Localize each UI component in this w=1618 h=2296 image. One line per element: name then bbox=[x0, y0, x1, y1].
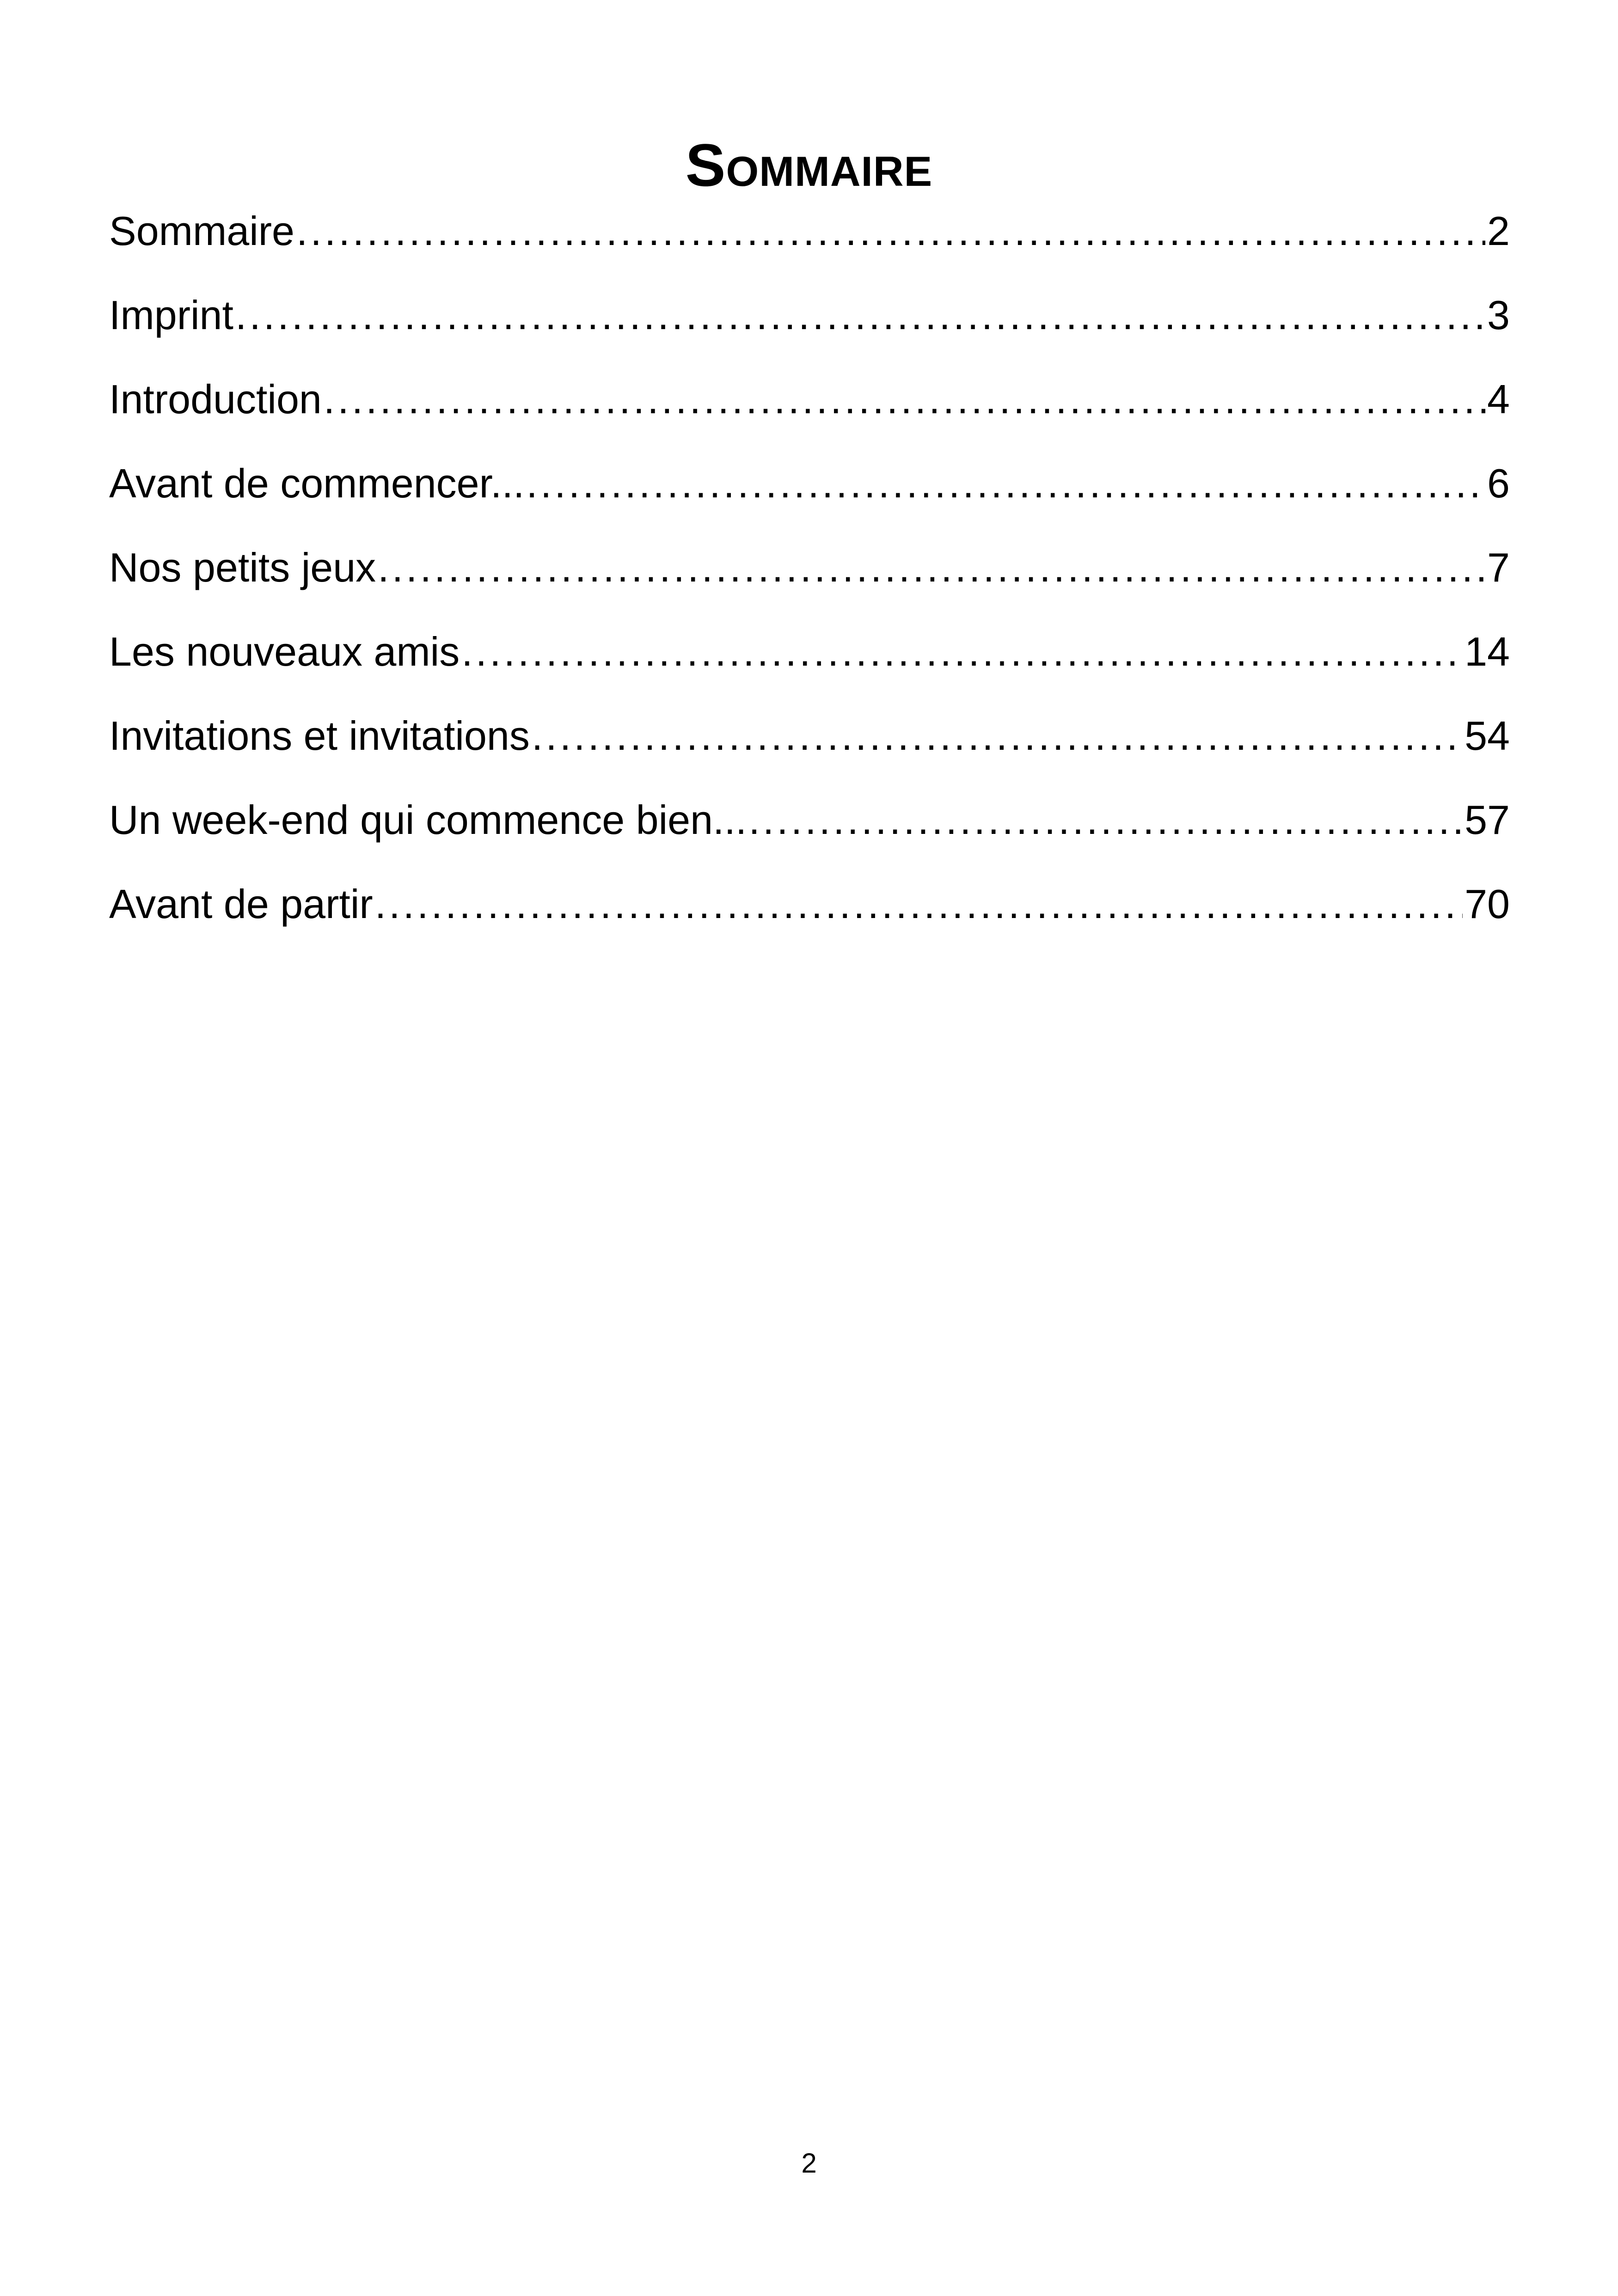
toc-entry-un-week-end[interactable] bbox=[109, 792, 1510, 876]
toc-entry-page: 14 bbox=[1465, 629, 1510, 674]
toc-entry-invitations[interactable] bbox=[109, 708, 1510, 792]
toc-entry-avant-de-commencer[interactable] bbox=[109, 456, 1510, 540]
toc-leader-dots bbox=[296, 203, 1485, 259]
toc-leader-dots bbox=[378, 540, 1485, 595]
toc-leader-dots bbox=[235, 288, 1485, 343]
toc-entry-sommaire[interactable] bbox=[109, 203, 1510, 288]
toc-entry-avant-de-partir[interactable] bbox=[109, 876, 1510, 961]
toc-entry-label: Les nouveaux amis bbox=[109, 629, 460, 674]
toc-leader-dots bbox=[461, 624, 1463, 680]
toc-entry-label: Imprint bbox=[109, 292, 233, 338]
toc-entry-label: Sommaire bbox=[109, 208, 294, 254]
toc-entry-les-nouveaux-amis[interactable] bbox=[109, 624, 1510, 708]
toc-entry-label: Introduction bbox=[109, 376, 322, 422]
page-title: Sommaire bbox=[685, 131, 933, 199]
toc-leader-dots bbox=[375, 876, 1463, 932]
toc-leader-dots bbox=[532, 708, 1463, 764]
toc-entry-label: Avant de partir bbox=[109, 881, 373, 927]
toc-entry-page: 3 bbox=[1487, 292, 1510, 338]
page-number: 2 bbox=[801, 2148, 817, 2179]
toc-entry-page: 70 bbox=[1465, 881, 1510, 927]
toc-entry-label: Un week-end qui commence bien... bbox=[109, 797, 747, 843]
table-of-contents bbox=[109, 203, 1510, 961]
toc-entry-page: 6 bbox=[1487, 460, 1510, 506]
toc-entry-page: 7 bbox=[1487, 545, 1510, 590]
toc-leader-dots bbox=[748, 792, 1463, 848]
toc-entry-nos-petits-jeux[interactable] bbox=[109, 540, 1510, 624]
toc-leader-dots bbox=[526, 456, 1485, 511]
toc-entry-imprint[interactable] bbox=[109, 288, 1510, 372]
toc-entry-page: 57 bbox=[1465, 797, 1510, 843]
toc-leader-dots bbox=[324, 372, 1485, 427]
toc-entry-label: Invitations et invitations bbox=[109, 713, 530, 759]
toc-entry-page: 2 bbox=[1487, 208, 1510, 254]
toc-entry-label: Nos petits jeux bbox=[109, 545, 376, 590]
toc-entry-page: 54 bbox=[1465, 713, 1510, 759]
toc-entry-introduction[interactable] bbox=[109, 372, 1510, 456]
toc-entry-label: Avant de commencer... bbox=[109, 460, 525, 506]
toc-entry-page: 4 bbox=[1487, 376, 1510, 422]
